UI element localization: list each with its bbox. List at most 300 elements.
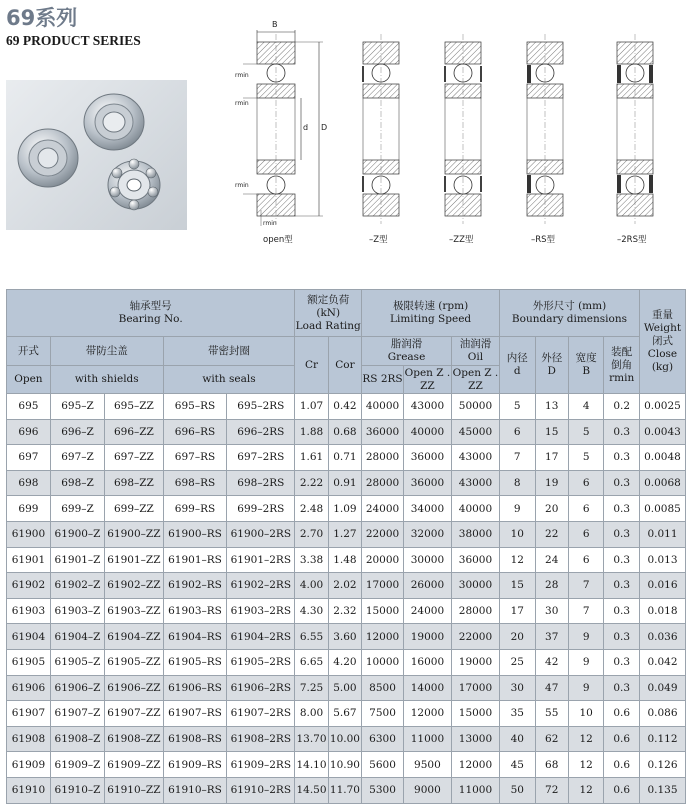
cell-inner-d: 25 <box>500 649 536 675</box>
diagram-open <box>243 30 323 226</box>
cell-shields-z: 61901–Z <box>50 547 104 573</box>
cell-weight: 0.086 <box>639 701 685 727</box>
cell-seals-2rs: 61902–2RS <box>227 573 295 599</box>
cell-seals-rs: 61902–RS <box>163 573 227 599</box>
cell-cor: 0.91 <box>328 470 361 496</box>
header-oil-cn: 油润滑 <box>459 338 492 350</box>
cell-speed-grease-open: 40000 <box>403 419 451 445</box>
header-chamfer-sym: rmin <box>609 371 635 384</box>
cell-speed-rs: 6300 <box>362 726 404 752</box>
cell-chamfer-rmin: 0.3 <box>604 470 640 496</box>
cell-shields-zz: 61906–ZZ <box>105 675 163 701</box>
cell-seals-rs: 61906–RS <box>163 675 227 701</box>
cell-speed-grease-open: 30000 <box>403 547 451 573</box>
cell-width-b: 5 <box>568 419 604 445</box>
cell-speed-rs: 10000 <box>362 649 404 675</box>
cell-speed-oil-open: 50000 <box>451 394 499 420</box>
cell-cor: 2.02 <box>328 573 361 599</box>
cell-inner-d: 50 <box>500 777 536 803</box>
cell-seals-2rs: 61901–2RS <box>227 547 295 573</box>
cell-speed-grease-open: 9000 <box>403 777 451 803</box>
cell-speed-grease-open: 36000 <box>403 470 451 496</box>
bearing-photo <box>6 80 187 230</box>
header-weight-close-en: Close <box>647 348 678 360</box>
cell-seals-rs: 61904–RS <box>163 624 227 650</box>
cell-width-b: 12 <box>568 777 604 803</box>
diagram-z <box>363 34 399 224</box>
cell-cr: 4.30 <box>295 598 328 624</box>
header-open-z-zz: Open Z . ZZ <box>404 366 451 392</box>
header-open-en: Open <box>7 366 51 394</box>
cell-cr: 4.00 <box>295 573 328 599</box>
cell-seals-2rs: 61900–2RS <box>227 521 295 547</box>
cell-outer-d: 24 <box>535 547 568 573</box>
dim-label-rmin-4: rmin <box>263 220 277 227</box>
header-chamfer <box>604 337 640 394</box>
cell-width-b: 9 <box>568 624 604 650</box>
dim-label-rmin-1: rmin <box>235 72 249 79</box>
cell-seals-2rs: 697–2RS <box>227 445 295 471</box>
table-row <box>7 394 686 420</box>
header-load-cn: 额定负荷 <box>307 293 350 306</box>
cell-seals-rs: 61910–RS <box>163 777 227 803</box>
dim-label-d-big: D <box>321 123 328 132</box>
cell-width-b: 6 <box>568 496 604 522</box>
table-row <box>7 726 686 752</box>
cell-chamfer-rmin: 0.3 <box>604 624 640 650</box>
header-load-rating <box>295 290 362 337</box>
cell-speed-rs: 28000 <box>362 470 404 496</box>
header-weight-cn: 重量 <box>651 309 673 321</box>
header-width-sym: B <box>582 365 591 377</box>
cell-shields-zz: 61908–ZZ <box>105 726 163 752</box>
cell-shields-z: 698–Z <box>50 470 104 496</box>
header-speed-cn: 极限转速 (rpm) <box>392 300 469 312</box>
cell-speed-oil-open: 22000 <box>451 624 499 650</box>
header-inner-sym: d <box>513 365 521 377</box>
cell-chamfer-rmin: 0.6 <box>604 752 640 778</box>
cell-shields-zz: 698–ZZ <box>105 470 163 496</box>
cell-seals-rs: 61901–RS <box>163 547 227 573</box>
diagram-2rs <box>617 34 653 224</box>
cell-speed-oil-open: 17000 <box>451 675 499 701</box>
cell-cr: 14.10 <box>295 752 328 778</box>
header-boundary <box>500 290 640 337</box>
cell-speed-oil-open: 11000 <box>451 777 499 803</box>
diagram-label-2rs: –2RS型 <box>617 235 647 245</box>
cell-inner-d: 9 <box>500 496 536 522</box>
cell-open: 698 <box>7 470 51 496</box>
cell-cor: 2.32 <box>328 598 361 624</box>
cell-cor: 1.27 <box>328 521 361 547</box>
cell-shields-z: 61908–Z <box>50 726 104 752</box>
cell-speed-rs: 12000 <box>362 624 404 650</box>
cell-seals-2rs: 696–2RS <box>227 419 295 445</box>
header-width <box>568 337 604 394</box>
cell-speed-grease-open: 16000 <box>403 649 451 675</box>
cell-weight: 0.0043 <box>639 419 685 445</box>
cell-open: 61907 <box>7 701 51 727</box>
series-title-en: 69 PRODUCT SERIES <box>6 33 141 48</box>
cell-shields-z: 61905–Z <box>50 649 104 675</box>
cell-weight: 0.016 <box>639 573 685 599</box>
cell-open: 61909 <box>7 752 51 778</box>
cell-seals-rs: 698–RS <box>163 470 227 496</box>
cell-speed-rs: 17000 <box>362 573 404 599</box>
cell-outer-d: 30 <box>535 598 568 624</box>
header-shields-en: with shields <box>50 366 163 394</box>
cell-speed-oil-open: 36000 <box>451 547 499 573</box>
cell-speed-grease-open: 24000 <box>403 598 451 624</box>
cell-outer-d: 17 <box>535 445 568 471</box>
header-boundary-en: Boundary dimensions <box>511 313 627 325</box>
cell-inner-d: 30 <box>500 675 536 701</box>
cell-cr: 6.55 <box>295 624 328 650</box>
cell-chamfer-rmin: 0.2 <box>604 394 640 420</box>
cell-outer-d: 22 <box>535 521 568 547</box>
cell-speed-grease-open: 26000 <box>403 573 451 599</box>
cell-inner-d: 6 <box>500 419 536 445</box>
diagram-zz <box>445 34 481 224</box>
cell-outer-d: 28 <box>535 573 568 599</box>
cell-cor: 0.68 <box>328 419 361 445</box>
cell-seals-rs: 697–RS <box>163 445 227 471</box>
cell-cr: 1.61 <box>295 445 328 471</box>
cell-width-b: 7 <box>568 573 604 599</box>
cell-speed-grease-open: 36000 <box>403 445 451 471</box>
header-chamfer-cn: 装配倒角 <box>611 345 633 371</box>
cell-speed-rs: 20000 <box>362 547 404 573</box>
cell-speed-rs: 5300 <box>362 777 404 803</box>
cell-width-b: 6 <box>568 547 604 573</box>
cell-cor: 4.20 <box>328 649 361 675</box>
cell-inner-d: 8 <box>500 470 536 496</box>
cell-open: 699 <box>7 496 51 522</box>
cell-chamfer-rmin: 0.6 <box>604 726 640 752</box>
cross-section-diagrams <box>235 20 685 245</box>
header-width-cn: 宽度 <box>575 352 597 364</box>
cell-seals-rs: 61903–RS <box>163 598 227 624</box>
cell-cor: 0.42 <box>328 394 361 420</box>
cell-speed-rs: 28000 <box>362 445 404 471</box>
cell-outer-d: 47 <box>535 675 568 701</box>
cell-speed-grease-open: 9500 <box>403 752 451 778</box>
diagram-label-open: open型 <box>263 235 293 245</box>
cell-seals-rs: 61907–RS <box>163 701 227 727</box>
cell-weight: 0.013 <box>639 547 685 573</box>
header-cor: Cor <box>328 337 361 394</box>
table-row <box>7 496 686 522</box>
cell-seals-rs: 696–RS <box>163 419 227 445</box>
header-bearing-no <box>7 290 295 337</box>
table-row <box>7 445 686 471</box>
cell-shields-z: 61902–Z <box>50 573 104 599</box>
cell-open: 61903 <box>7 598 51 624</box>
cell-inner-d: 15 <box>500 573 536 599</box>
cell-inner-d: 5 <box>500 394 536 420</box>
cell-speed-oil-open: 28000 <box>451 598 499 624</box>
header-weight-close-cn: 闭式 <box>651 335 673 347</box>
cell-cor: 10.00 <box>328 726 361 752</box>
cell-cor: 0.71 <box>328 445 361 471</box>
cell-chamfer-rmin: 0.3 <box>604 419 640 445</box>
header-grease-cn: 脂润滑 <box>390 338 423 350</box>
cell-shields-z: 696–Z <box>50 419 104 445</box>
header-open-cn: 开式 <box>7 337 51 366</box>
cell-cr: 13.70 <box>295 726 328 752</box>
cell-shields-zz: 696–ZZ <box>105 419 163 445</box>
cell-open: 61910 <box>7 777 51 803</box>
cell-seals-rs: 61900–RS <box>163 521 227 547</box>
dim-label-rmin-2: rmin <box>235 100 249 107</box>
cell-inner-d: 12 <box>500 547 536 573</box>
cell-weight: 0.0068 <box>639 470 685 496</box>
cell-shields-zz: 61909–ZZ <box>105 752 163 778</box>
cell-speed-oil-open: 43000 <box>451 445 499 471</box>
cell-speed-oil-open: 30000 <box>451 573 499 599</box>
header-outer-dia <box>535 337 568 394</box>
cell-weight: 0.0025 <box>639 394 685 420</box>
diagram-label-zz: –ZZ型 <box>449 235 474 245</box>
cell-cor: 1.09 <box>328 496 361 522</box>
header-inner-dia <box>500 337 536 394</box>
cell-seals-rs: 61909–RS <box>163 752 227 778</box>
cell-weight: 0.036 <box>639 624 685 650</box>
cell-open: 61904 <box>7 624 51 650</box>
table-row <box>7 675 686 701</box>
cell-outer-d: 55 <box>535 701 568 727</box>
cell-chamfer-rmin: 0.3 <box>604 547 640 573</box>
header-open-z-zz-oil: Open Z . ZZ <box>452 366 499 392</box>
table-row <box>7 573 686 599</box>
cell-speed-grease-open: 32000 <box>403 521 451 547</box>
cell-weight: 0.0085 <box>639 496 685 522</box>
header-load-unit: (kN) <box>316 306 341 319</box>
header-outer-cn: 外径 <box>541 352 563 364</box>
cell-seals-2rs: 61905–2RS <box>227 649 295 675</box>
cell-speed-rs: 24000 <box>362 496 404 522</box>
cell-outer-d: 42 <box>535 649 568 675</box>
bearings-illustration <box>6 80 187 230</box>
table-row <box>7 701 686 727</box>
diagram-rs <box>527 34 563 224</box>
cell-seals-2rs: 699–2RS <box>227 496 295 522</box>
table-row <box>7 598 686 624</box>
table-row <box>7 624 686 650</box>
cell-speed-oil-open: 15000 <box>451 701 499 727</box>
header-outer-sym: D <box>547 365 556 377</box>
cell-speed-grease-open: 43000 <box>403 394 451 420</box>
table-row <box>7 470 686 496</box>
cell-shields-zz: 61905–ZZ <box>105 649 163 675</box>
cell-shields-z: 695–Z <box>50 394 104 420</box>
table-row <box>7 777 686 803</box>
cell-open: 695 <box>7 394 51 420</box>
cell-cr: 2.48 <box>295 496 328 522</box>
cell-cor: 1.48 <box>328 547 361 573</box>
cell-speed-oil-open: 38000 <box>451 521 499 547</box>
cell-cr: 1.07 <box>295 394 328 420</box>
cell-speed-rs: 15000 <box>362 598 404 624</box>
cell-seals-2rs: 695–2RS <box>227 394 295 420</box>
cell-cr: 6.65 <box>295 649 328 675</box>
cell-shields-z: 61909–Z <box>50 752 104 778</box>
dim-label-b: B <box>272 20 278 29</box>
cell-seals-2rs: 61909–2RS <box>227 752 295 778</box>
header-weight <box>639 290 685 394</box>
diagram-label-rs: –RS型 <box>531 235 556 245</box>
cell-seals-rs: 61905–RS <box>163 649 227 675</box>
header-weight-en: Weight <box>643 322 682 334</box>
header-limiting-speed <box>362 290 500 337</box>
cell-chamfer-rmin: 0.3 <box>604 649 640 675</box>
cell-shields-zz: 695–ZZ <box>105 394 163 420</box>
cell-cr: 1.88 <box>295 419 328 445</box>
cell-seals-2rs: 61910–2RS <box>227 777 295 803</box>
cell-speed-grease-open: 19000 <box>403 624 451 650</box>
cell-cor: 3.60 <box>328 624 361 650</box>
cell-shields-z: 61904–Z <box>50 624 104 650</box>
cell-chamfer-rmin: 0.3 <box>604 598 640 624</box>
cell-open: 61900 <box>7 521 51 547</box>
table-row <box>7 649 686 675</box>
cell-width-b: 6 <box>568 521 604 547</box>
header-seals-en: with seals <box>163 366 295 394</box>
cell-weight: 0.112 <box>639 726 685 752</box>
cell-inner-d: 17 <box>500 598 536 624</box>
cell-shields-zz: 61901–ZZ <box>105 547 163 573</box>
cell-seals-2rs: 698–2RS <box>227 470 295 496</box>
cell-weight: 0.0048 <box>639 445 685 471</box>
cell-weight: 0.042 <box>639 649 685 675</box>
cell-seals-rs: 61908–RS <box>163 726 227 752</box>
table-row <box>7 547 686 573</box>
cell-width-b: 10 <box>568 701 604 727</box>
table-row <box>7 752 686 778</box>
header-oil-en: Oil <box>467 351 484 363</box>
cell-speed-grease-open: 11000 <box>403 726 451 752</box>
cell-open: 696 <box>7 419 51 445</box>
cell-speed-grease-open: 14000 <box>403 675 451 701</box>
header-bearing-no-en: Bearing No. <box>118 313 183 325</box>
header-load-en: Load Rating <box>295 319 361 332</box>
cell-speed-oil-open: 19000 <box>451 649 499 675</box>
header-seals-cn: 带密封圈 <box>163 337 295 366</box>
cell-open: 61906 <box>7 675 51 701</box>
cell-weight: 0.126 <box>639 752 685 778</box>
cell-weight: 0.011 <box>639 521 685 547</box>
cell-cor: 11.70 <box>328 777 361 803</box>
cell-cor: 5.00 <box>328 675 361 701</box>
cell-speed-oil-open: 13000 <box>451 726 499 752</box>
cell-open: 61908 <box>7 726 51 752</box>
cell-cor: 5.67 <box>328 701 361 727</box>
cell-width-b: 5 <box>568 445 604 471</box>
series-title-cn: 69系列 <box>6 6 78 30</box>
cell-speed-rs: 22000 <box>362 521 404 547</box>
cell-shields-z: 61903–Z <box>50 598 104 624</box>
cell-outer-d: 20 <box>535 496 568 522</box>
header-speed-en: Limiting Speed <box>390 313 472 325</box>
table-row <box>7 521 686 547</box>
cell-speed-rs: 40000 <box>362 394 404 420</box>
cell-width-b: 12 <box>568 752 604 778</box>
header-inner-cn: 内径 <box>506 352 528 364</box>
cell-outer-d: 13 <box>535 394 568 420</box>
cell-outer-d: 15 <box>535 419 568 445</box>
cell-chamfer-rmin: 0.3 <box>604 675 640 701</box>
cell-speed-oil-open: 45000 <box>451 419 499 445</box>
cell-chamfer-rmin: 0.3 <box>604 445 640 471</box>
header-grease <box>362 337 452 366</box>
cell-cr: 2.70 <box>295 521 328 547</box>
cell-shields-z: 61910–Z <box>50 777 104 803</box>
cell-weight: 0.049 <box>639 675 685 701</box>
cell-shields-zz: 61904–ZZ <box>105 624 163 650</box>
cell-cor: 10.90 <box>328 752 361 778</box>
spec-table-body <box>7 394 686 804</box>
cell-chamfer-rmin: 0.3 <box>604 573 640 599</box>
diagram-label-z: –Z型 <box>369 235 388 245</box>
cell-seals-2rs: 61903–2RS <box>227 598 295 624</box>
cell-speed-grease-open: 34000 <box>403 496 451 522</box>
cell-seals-2rs: 61906–2RS <box>227 675 295 701</box>
header-rs-2rs: RS 2RS <box>362 366 404 394</box>
cell-weight: 0.135 <box>639 777 685 803</box>
cell-inner-d: 7 <box>500 445 536 471</box>
cell-open: 61902 <box>7 573 51 599</box>
cell-shields-z: 699–Z <box>50 496 104 522</box>
cell-open: 61901 <box>7 547 51 573</box>
cell-cr: 7.25 <box>295 675 328 701</box>
cell-shields-zz: 61900–ZZ <box>105 521 163 547</box>
cell-speed-oil-open: 40000 <box>451 496 499 522</box>
cell-open: 697 <box>7 445 51 471</box>
cell-speed-grease-open: 12000 <box>403 701 451 727</box>
cell-seals-2rs: 61907–2RS <box>227 701 295 727</box>
cell-speed-oil-open: 43000 <box>451 470 499 496</box>
cell-shields-zz: 699–ZZ <box>105 496 163 522</box>
cell-cr: 8.00 <box>295 701 328 727</box>
cell-outer-d: 37 <box>535 624 568 650</box>
cell-inner-d: 45 <box>500 752 536 778</box>
dim-label-d-small: d <box>303 123 309 132</box>
cell-speed-rs: 5600 <box>362 752 404 778</box>
cell-chamfer-rmin: 0.3 <box>604 496 640 522</box>
cell-inner-d: 35 <box>500 701 536 727</box>
cell-width-b: 12 <box>568 726 604 752</box>
cell-shields-zz: 61903–ZZ <box>105 598 163 624</box>
header-boundary-cn: 外形尺寸 (mm) <box>532 300 607 312</box>
header-oil <box>451 337 499 366</box>
cell-outer-d: 68 <box>535 752 568 778</box>
cell-inner-d: 20 <box>500 624 536 650</box>
cell-width-b: 6 <box>568 470 604 496</box>
cell-shields-z: 697–Z <box>50 445 104 471</box>
cell-shields-zz: 697–ZZ <box>105 445 163 471</box>
cell-seals-rs: 699–RS <box>163 496 227 522</box>
cell-chamfer-rmin: 0.6 <box>604 777 640 803</box>
cell-inner-d: 10 <box>500 521 536 547</box>
table-row <box>7 419 686 445</box>
cell-seals-rs: 695–RS <box>163 394 227 420</box>
cell-open: 61905 <box>7 649 51 675</box>
cell-shields-zz: 61902–ZZ <box>105 573 163 599</box>
cell-chamfer-rmin: 0.3 <box>604 521 640 547</box>
spec-table <box>6 289 686 804</box>
header-weight-unit: (kg) <box>651 361 674 373</box>
dim-label-rmin-3: rmin <box>235 182 249 189</box>
